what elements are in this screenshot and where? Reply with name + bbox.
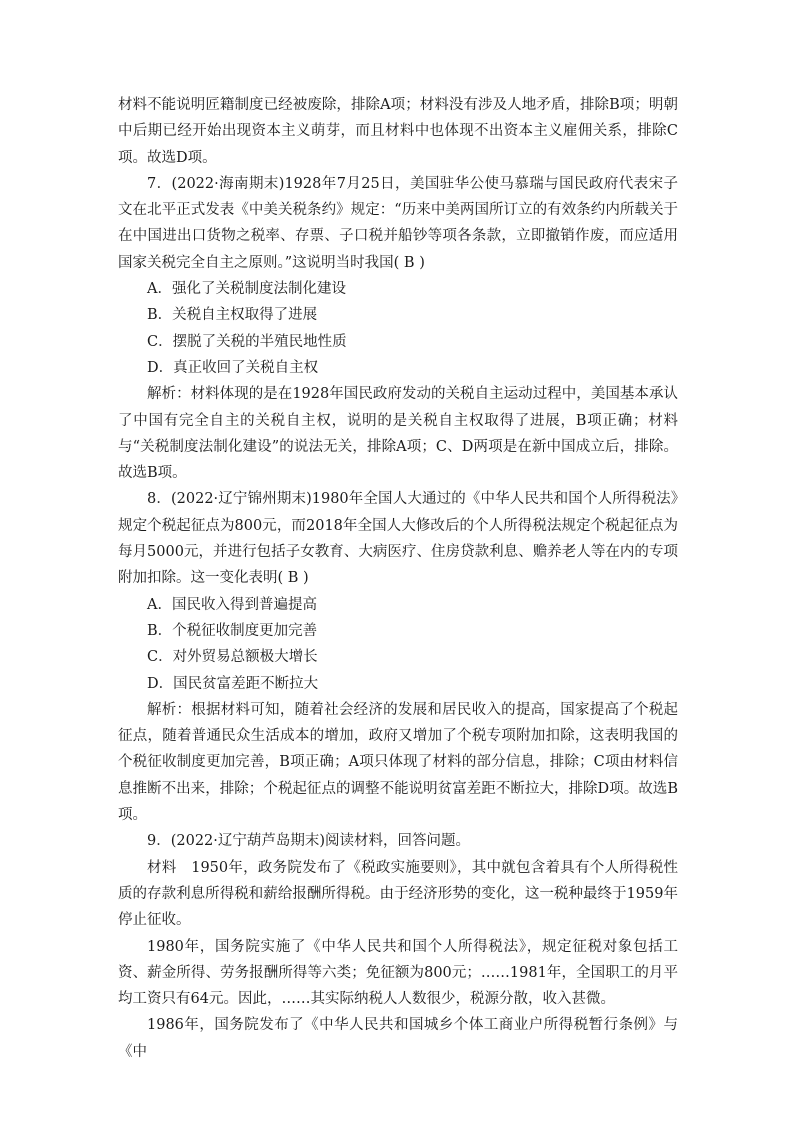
question-8-explanation: 解析：根据材料可知，随着社会经济的发展和居民收入的提高，国家提高了个税起征点，随着普通民众生活成本的增加，政府又增加了个税专项附加扣除，这表明我国的个税征收制度更加完善，B项正确；A项只体现了材料的部分信息，排除；C项由材料信息推断不出来，排除；个税起征点的调整不能说明贫富差距不断拉大，排除D项。故选B项。 <box>118 701 678 824</box>
question-8-option-a: A．国民收入得到普遍提高 <box>147 596 317 613</box>
question-9-material-para-2: 1980年，国务院实施了《中华人民共和国个人所得税法》，规定征税对象包括工资、薪金所得、劳务报酬所得等六类；免征额为800元；……1981年，全国职工的月平均工资只有64元。因此，……其实际纳税人人数很少，税源分散，收入甚微。 <box>118 938 678 1008</box>
question-9-stem: 9．(2022·辽宁葫芦岛期末)阅读材料，回答问题。 <box>147 833 471 850</box>
question-8-option-c: C．对外贸易总额极大增长 <box>147 649 318 666</box>
question-7-option-c: C．摆脱了关税的半殖民地性质 <box>147 333 347 350</box>
question-8-stem: 8．(2022·辽宁锦州期末)1980年全国人大通过的《中华人民共和国个人所得税法》规定个税起征点为800元，而2018年全国人大修改后的个人所得税法规定个税起征点为每月5000元，并进行包括子女教育、大病医疗、住房贷款利息、赡养老人等在内的专项附加扣除。这一变化表明( B ) <box>118 491 678 587</box>
question-9-material-para-3: 1986年，国务院发布了《中华人民共和国城乡个体工商业户所得税暂行条例》与《中 <box>118 1017 678 1060</box>
question-7-option-a: A．强化了关税制度法制化建设 <box>147 281 346 298</box>
question-9-material-para-1: 材料 1950年，政务院发布了《税政实施要则》，其中就包含着具有个人所得税性质的存款利息所得税和薪给报酬所得税。由于经济形势的变化，这一税种最终于1959年停止征收。 <box>118 859 678 929</box>
question-7-option-b: B．关税自主权取得了进展 <box>147 307 318 324</box>
answer-explanation-6-tail: 材料不能说明匠籍制度已经被废除，排除A项；材料没有涉及人地矛盾，排除B项；明朝中后期已经开始出现资本主义萌芽，而且材料中也体现不出资本主义雇佣关系，排除C项。故选D项。 <box>118 97 678 166</box>
question-8-option-b: B．个税征收制度更加完善 <box>147 622 318 639</box>
question-7-option-d: D．真正收回了关税自主权 <box>147 359 319 376</box>
document-body <box>118 92 678 1065</box>
question-7-explanation: 解析：材料体现的是在1928年国民政府发动的关税自主运动过程中，美国基本承认了中国有完全自主的关税自主权，说明的是关税自主权取得了进展，B项正确；材料与“关税制度法制化建设”的说法无关，排除A项；C、D两项是在新中国成立后，排除。故选B项。 <box>118 386 678 482</box>
question-7-stem: 7．(2022·海南期末)1928年7月25日，美国驻华公使马慕瑞与国民政府代表宋子文在北平正式发表《中美关税条约》规定：“历来中美两国所订立的有效条约内所载关于在中国进出口货物之税率、存票、子口税并船钞等项各条款，立即撤销作废，而应适用国家关税完全自主之原则。”这说明当时我国( B ) <box>118 175 678 271</box>
question-8-option-d: D．国民贫富差距不断拉大 <box>147 675 319 692</box>
